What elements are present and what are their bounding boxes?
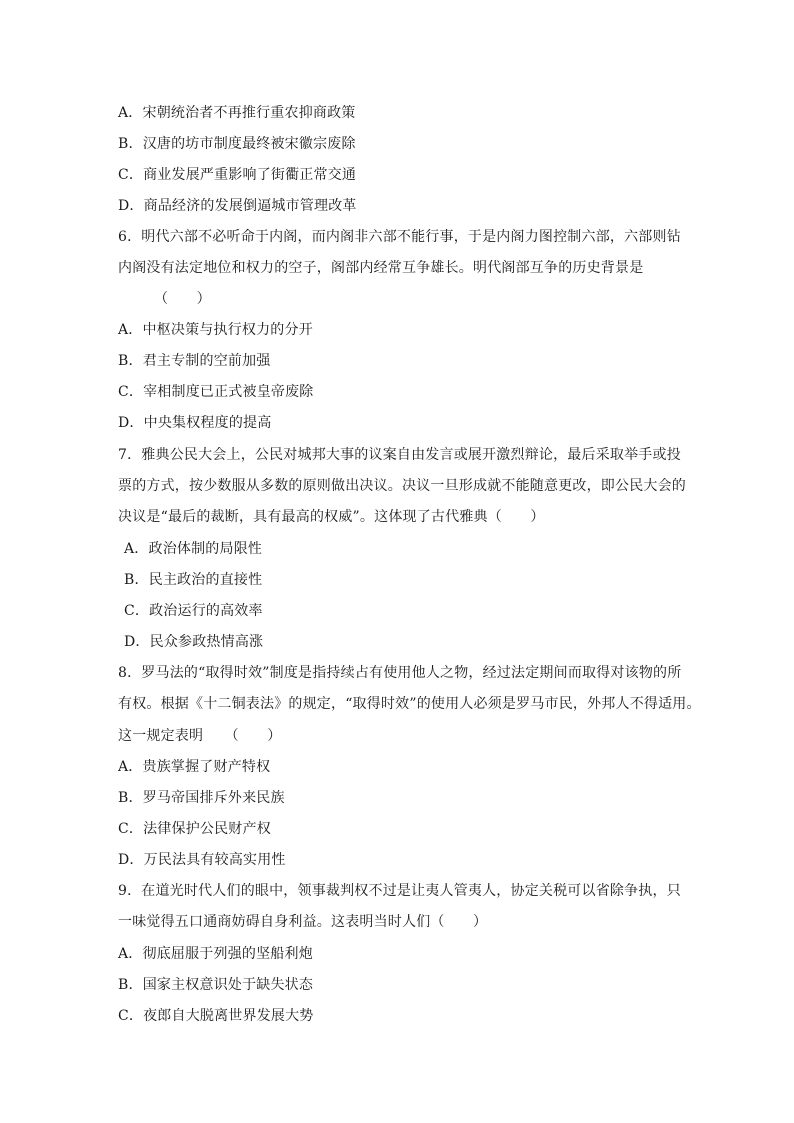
q7-stem-line3: 决议是“最后的裁断，具有最高的权威”。这体现了古代雅典（ ） [118, 509, 545, 525]
q9-option-a: A．彻底屈服于列强的坚船利炮 [118, 946, 313, 962]
q8-stem-line1: 8．罗马法的“取得时效”制度是指持续占有使用他人之物，经过法定期间而取得对该物的所 [118, 665, 682, 681]
q8-option-a: A．贵族掌握了财产特权 [118, 759, 271, 775]
q6-stem-line1: 6．明代六部不必听命于内阁，而内阁非六部不能行事，于是内阁力图控制六部，六部则钻 [118, 229, 681, 245]
q9-option-b: B．国家主权意识处于缺失状态 [118, 977, 314, 993]
q6-option-c: C．宰相制度已正式被皇帝废除 [118, 384, 314, 400]
q8-option-c: C．法律保护公民财产权 [118, 821, 271, 837]
q7-option-d: D．民众参政热情高涨 [124, 634, 264, 650]
q8-stem-line3: 这一规定表明 （ ） [118, 728, 282, 744]
q7-option-a: A．政治体制的局限性 [124, 541, 263, 557]
q8-option-b: B．罗马帝国排斥外来民族 [118, 790, 285, 806]
q9-stem-line1: 9．在道光时代人们的眼中，领事裁判权不过是让夷人管夷人，协定关税可以省除争执，只 [118, 883, 681, 899]
q5-option-b: B．汉唐的坊市制度最终被宋徽宗废除 [118, 136, 356, 152]
q7-stem-line1: 7．雅典公民大会上，公民对城邦大事的议案自由发言或展开激烈辩论，最后采取举手或投 [118, 447, 681, 463]
q6-stem-line2: 内阁没有法定地位和权力的空子，阁部内经常互争雄长。明代阁部互争的历史背景是 [118, 260, 644, 276]
q5-option-a: A．宋朝统治者不再推行重农抑商政策 [118, 105, 356, 121]
q8-stem-line2: 有权。根据《十二铜表法》的规定，“取得时效”的使用人必须是罗马市民，外邦人不得适用。 [118, 696, 701, 712]
q6-option-d: D．中央集权程度的提高 [118, 415, 272, 431]
q9-option-c: C．夜郎自大脱离世界发展大势 [118, 1008, 314, 1024]
q9-stem-line2: 一味觉得五口通商妨碍自身利益。这表明当时人们（ ） [118, 914, 488, 930]
q7-stem-line2: 票的方式，按少数服从多数的原则做出决议。决议一旦形成就不能随意更改，即公民大会的 [118, 478, 686, 494]
q5-option-d: D．商品经济的发展倒逼城市管理改革 [118, 198, 357, 214]
q8-option-d: D．万民法具有较高实用性 [118, 852, 286, 868]
q7-option-c: C．政治运行的高效率 [124, 603, 263, 619]
q6-option-b: B．君主专制的空前加强 [118, 353, 271, 369]
q5-option-c: C．商业发展严重影响了街衢正常交通 [118, 167, 357, 183]
q6-option-a: A．中枢决策与执行权力的分开 [118, 322, 313, 338]
q7-option-b: B．民主政治的直接性 [124, 572, 263, 588]
q6-answer-paren: （ ） [154, 291, 211, 307]
